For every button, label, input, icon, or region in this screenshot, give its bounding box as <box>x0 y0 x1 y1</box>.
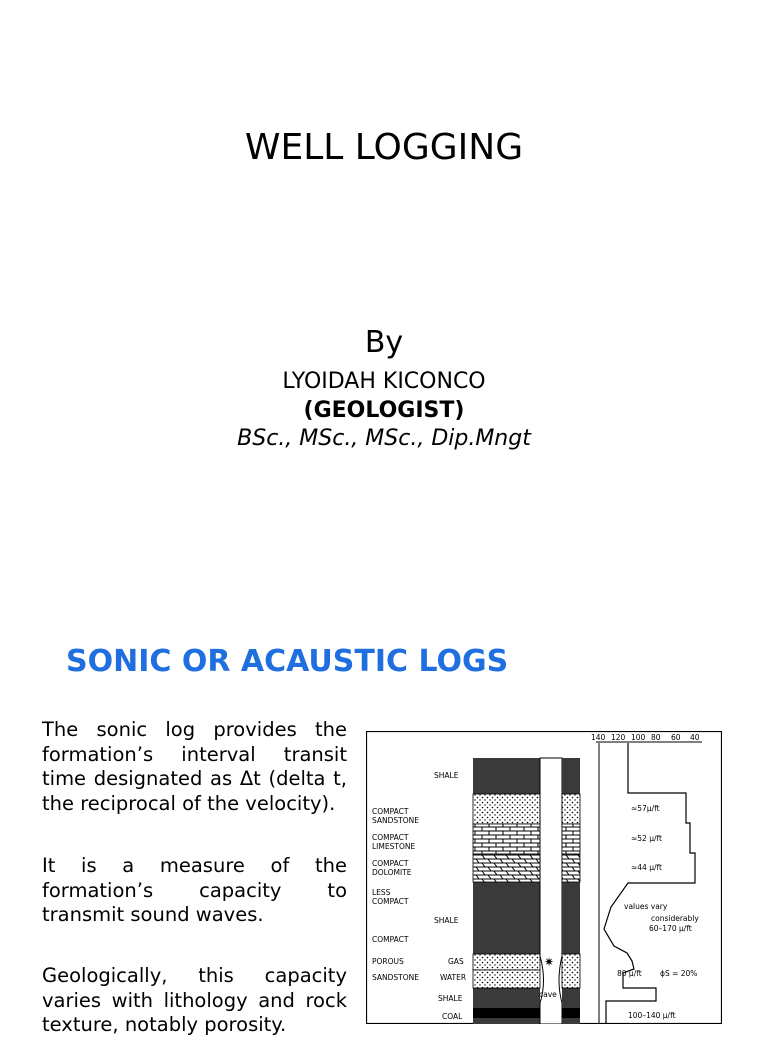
log-annotation: ≈52 μ/ft <box>631 834 662 843</box>
log-annotation: ≈57μ/ft <box>631 804 660 813</box>
author-qualifications: BSc., MSc., MSc., Dip.Mngt <box>237 426 531 451</box>
borehole <box>540 758 562 1024</box>
lith-label: COMPACT <box>372 935 409 944</box>
compact-limestone-layer <box>473 824 540 854</box>
paragraph-definition: The sonic log provides the formation’s interval transit time designated as Δt (delta t, the reciprocal of the velocity). <box>42 718 347 815</box>
log-annotation: ≈44 μ/ft <box>631 863 662 872</box>
compact-dolomite-layer <box>473 854 540 882</box>
scale-label: 40 <box>690 733 700 742</box>
wall-porous-sand <box>562 954 580 988</box>
wall-dolomite <box>562 854 580 882</box>
water-sand-layer <box>473 970 540 988</box>
log-annotation: considerably <box>651 914 699 923</box>
lith-label: COMPACT <box>372 859 409 868</box>
slide-heading: SONIC OR ACAUSTIC LOGS <box>66 644 509 679</box>
sonic-log-figure <box>366 731 722 1024</box>
scale-label: 120 <box>611 733 626 742</box>
scale-label: 80 <box>651 733 661 742</box>
log-annotation: ϕS = 20% <box>660 969 698 978</box>
gas-sand-layer <box>473 954 540 970</box>
lith-label: POROUS <box>372 957 404 966</box>
lith-label: COMPACT <box>372 897 409 906</box>
compact-sandstone-layer <box>473 794 540 824</box>
cave-label: cave <box>539 990 557 999</box>
lith-label: SANDSTONE <box>372 973 420 982</box>
wall-sandstone <box>562 794 580 824</box>
content-slide <box>0 512 768 1036</box>
gas-star-icon: ✷ <box>544 955 555 969</box>
scale-label: 60 <box>671 733 681 742</box>
log-annotation: 80 μ/ft <box>617 969 642 978</box>
by-line: By <box>364 325 404 360</box>
lith-label: DOLOMITE <box>372 868 412 877</box>
wall-limestone <box>562 824 580 854</box>
log-annotation: values vary <box>624 902 668 911</box>
wall-coal <box>562 1008 580 1018</box>
lith-label: SANDSTONE <box>372 816 420 825</box>
presentation-title: WELL LOGGING <box>244 127 524 168</box>
lith-label: LIMESTONE <box>372 842 416 851</box>
mid-label: WATER <box>440 973 467 982</box>
mid-label: SHALE <box>434 916 459 925</box>
lith-label: COMPACT <box>372 833 409 842</box>
author-role: (GEOLOGIST) <box>303 398 465 423</box>
paragraph-measure: It is a measure of the formation’s capacity to transmit sound waves. <box>42 854 347 926</box>
log-annotation: 100–140 μ/ft <box>628 1011 676 1020</box>
lith-label: COMPACT <box>372 807 409 816</box>
scale-label: 100 <box>631 733 646 742</box>
paragraph-geology: Geologically, this capacity varies with lithology and rock texture, notably porosity. <box>42 964 347 1036</box>
coal-layer <box>473 1008 540 1018</box>
log-annotation: 60–170 μ/ft <box>649 924 692 933</box>
mid-label: COAL <box>442 1012 463 1021</box>
lith-label: LESS <box>372 888 391 897</box>
mid-label: GAS <box>448 957 464 966</box>
mid-label: SHALE <box>438 994 463 1003</box>
author-name: LYOIDAH KICONCO <box>282 369 486 394</box>
mid-label: SHALE <box>434 771 459 780</box>
title-slide <box>0 0 768 512</box>
scale-label: 140 <box>591 733 606 742</box>
